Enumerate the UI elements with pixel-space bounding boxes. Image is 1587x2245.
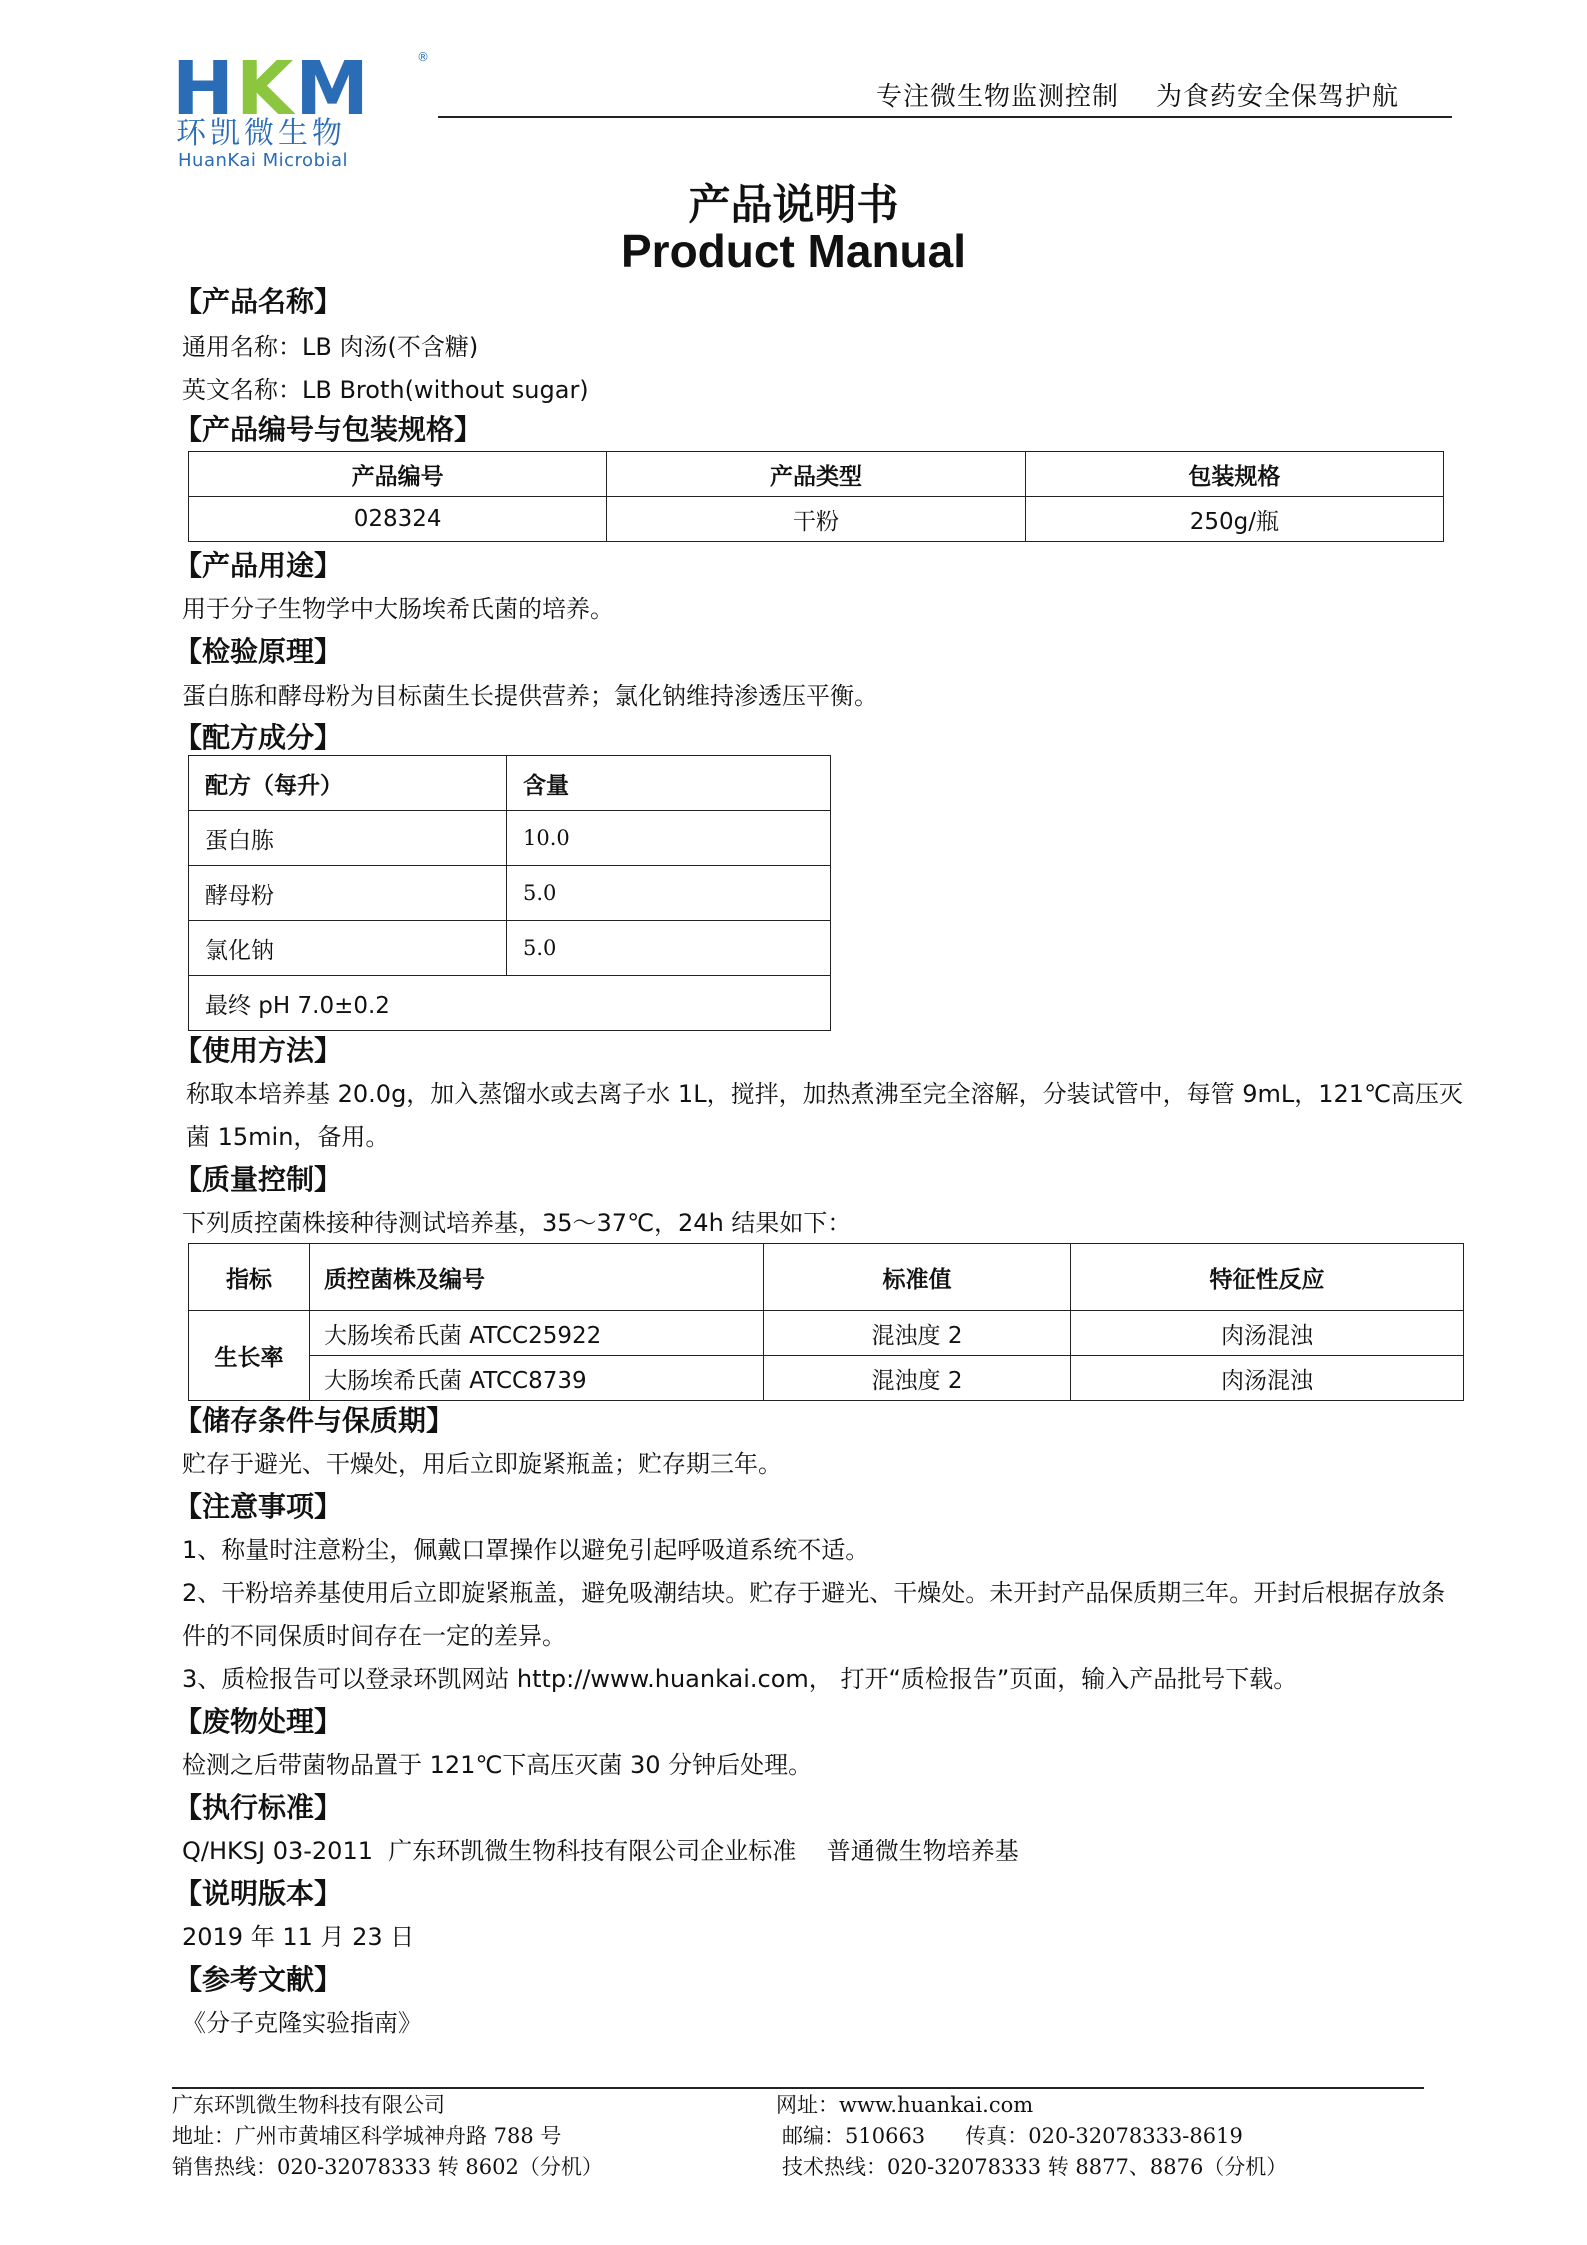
section-heading-package: 【产品编号与包装规格】	[174, 413, 483, 446]
section-heading-standard: 【执行标准】	[174, 1791, 343, 1824]
section-heading-usage: 【产品用途】	[174, 549, 343, 582]
section-heading-method: 【使用方法】	[174, 1034, 343, 1067]
section-heading-principle: 【检验原理】	[174, 635, 343, 668]
section-heading-qc: 【质量控制】	[174, 1163, 343, 1196]
table-header-cell: 特征性反应	[1071, 1244, 1464, 1311]
table-header-cell: 产品编号	[189, 452, 607, 497]
footer-postcode-fax: 邮编：510663 传真：020-32078333-8619	[782, 2124, 1243, 2148]
footer-address: 地址：广州市黄埔区科学城神舟路 788 号	[172, 2124, 562, 2148]
table-header-cell: 指标	[189, 1244, 310, 1311]
ingredient-amount: 5.0	[507, 921, 831, 976]
qc-strain: 大肠埃希氏菌 ATCC25922	[310, 1311, 764, 1356]
section-heading-reference: 【参考文献】	[174, 1963, 343, 1996]
table-header-cell: 包装规格	[1025, 452, 1443, 497]
qc-intro: 下列质控菌株接种待测试培养基，35～37℃，24h 结果如下：	[182, 1209, 852, 1237]
standard-text: Q/HKSJ 03-2011 广东环凯微生物科技有限公司企业标准 普通微生物培养基	[182, 1837, 1019, 1865]
ingredient-name: 氯化钠	[189, 921, 507, 976]
section-heading-version: 【说明版本】	[174, 1877, 343, 1910]
table-header-cell: 配方（每升）	[189, 756, 507, 811]
qc-table	[188, 1243, 1464, 1401]
footer-company: 广东环凯微生物科技有限公司	[172, 2093, 445, 2117]
method-text-line1: 称取本培养基 20.0g，加入蒸馏水或去离子水 1L，搅拌，加热煮沸至完全溶解，分装试管中，每管 9mL，121℃高压灭	[186, 1080, 1463, 1108]
package-table	[188, 451, 1444, 542]
package-spec: 250g/瓶	[1025, 497, 1443, 542]
reference-text: 《分子克隆实验指南》	[182, 2009, 422, 2037]
disposal-text: 检测之后带菌物品置于 121℃下高压灭菌 30 分钟后处理。	[182, 1751, 813, 1779]
table-header-cell: 产品类型	[607, 452, 1025, 497]
logo-english-name: HuanKai Microbial	[178, 150, 349, 171]
qc-reaction: 肉汤混浊	[1071, 1356, 1464, 1401]
table-row	[189, 1311, 1464, 1356]
ingredient-name: 酵母粉	[189, 866, 507, 921]
table-row	[189, 866, 831, 921]
logo-mark: HKM	[172, 46, 371, 132]
product-number: 028324	[189, 497, 607, 542]
header-slogan: 专注微生物监测控制 为食药安全保驾护航	[876, 82, 1400, 112]
ingredient-amount: 5.0	[507, 866, 831, 921]
section-heading-disposal: 【废物处理】	[174, 1705, 343, 1738]
section-heading-product-name: 【产品名称】	[174, 285, 343, 318]
principle-text: 蛋白胨和酵母粉为目标菌生长提供营养；氯化钠维持渗透压平衡。	[182, 682, 878, 710]
section-heading-notes: 【注意事项】	[174, 1490, 343, 1523]
footer-sales-hotline: 销售热线：020-32078333 转 8602（分机）	[172, 2155, 603, 2179]
qc-strain: 大肠埃希氏菌 ATCC8739	[310, 1356, 764, 1401]
section-heading-storage: 【储存条件与保质期】	[174, 1404, 455, 1437]
footer-divider	[172, 2087, 1424, 2089]
ingredient-amount: 10.0	[507, 811, 831, 866]
table-row	[189, 1356, 1464, 1401]
table-header-cell: 质控菌株及编号	[310, 1244, 764, 1311]
qc-group-label: 生长率	[189, 1311, 310, 1401]
company-logo	[172, 46, 432, 171]
table-header-row	[189, 452, 1444, 497]
formula-table	[188, 755, 831, 1031]
english-name: 英文名称：LB Broth(without sugar)	[182, 376, 589, 404]
note-2-line2: 件的不同保质时间存在一定的差异。	[182, 1622, 566, 1650]
table-row	[189, 497, 1444, 542]
qc-reaction: 肉汤混浊	[1071, 1311, 1464, 1356]
method-text-line2: 菌 15min，备用。	[186, 1123, 390, 1151]
qc-standard: 混浊度 2	[764, 1356, 1071, 1401]
registered-mark: ®	[417, 50, 429, 64]
common-name: 通用名称：LB 肉汤(不含糖)	[182, 333, 479, 361]
section-heading-formula: 【配方成分】	[174, 721, 343, 754]
page-title: 产品说明书	[688, 180, 899, 229]
header-divider	[438, 116, 1452, 118]
table-header-cell: 标准值	[764, 1244, 1071, 1311]
table-header-cell: 含量	[507, 756, 831, 811]
footer-tech-hotline: 技术热线：020-32078333 转 8877、8876（分机）	[782, 2155, 1288, 2179]
logo-chinese-name: 环凯微生物	[176, 116, 346, 151]
table-header-row	[189, 756, 831, 811]
table-row	[189, 811, 831, 866]
table-row	[189, 921, 831, 976]
note-3: 3、质检报告可以登录环凯网站 http://www.huankai.com， 打开“质检报告”页面，输入产品批号下载。	[182, 1665, 1298, 1693]
note-1: 1、称量时注意粉尘，佩戴口罩操作以避免引起呼吸道系统不适。	[182, 1536, 870, 1564]
qc-standard: 混浊度 2	[764, 1311, 1071, 1356]
usage-text: 用于分子生物学中大肠埃希氏菌的培养。	[182, 595, 614, 623]
note-2-line1: 2、干粉培养基使用后立即旋紧瓶盖，避免吸潮结块。贮存于避光、干燥处。未开封产品保质期三年。开封后根据存放条	[182, 1579, 1446, 1607]
table-header-row	[189, 1244, 1464, 1311]
version-date: 2019 年 11 月 23 日	[182, 1923, 415, 1951]
table-row	[189, 976, 831, 1031]
ingredient-name: 蛋白胨	[189, 811, 507, 866]
page-title-english: Product Manual	[620, 225, 967, 277]
footer-website: 网址：www.huankai.com	[776, 2093, 1034, 2117]
product-type: 干粉	[607, 497, 1025, 542]
final-ph: 最终 pH 7.0±0.2	[189, 976, 831, 1031]
storage-text: 贮存于避光、干燥处，用后立即旋紧瓶盖；贮存期三年。	[182, 1450, 782, 1478]
